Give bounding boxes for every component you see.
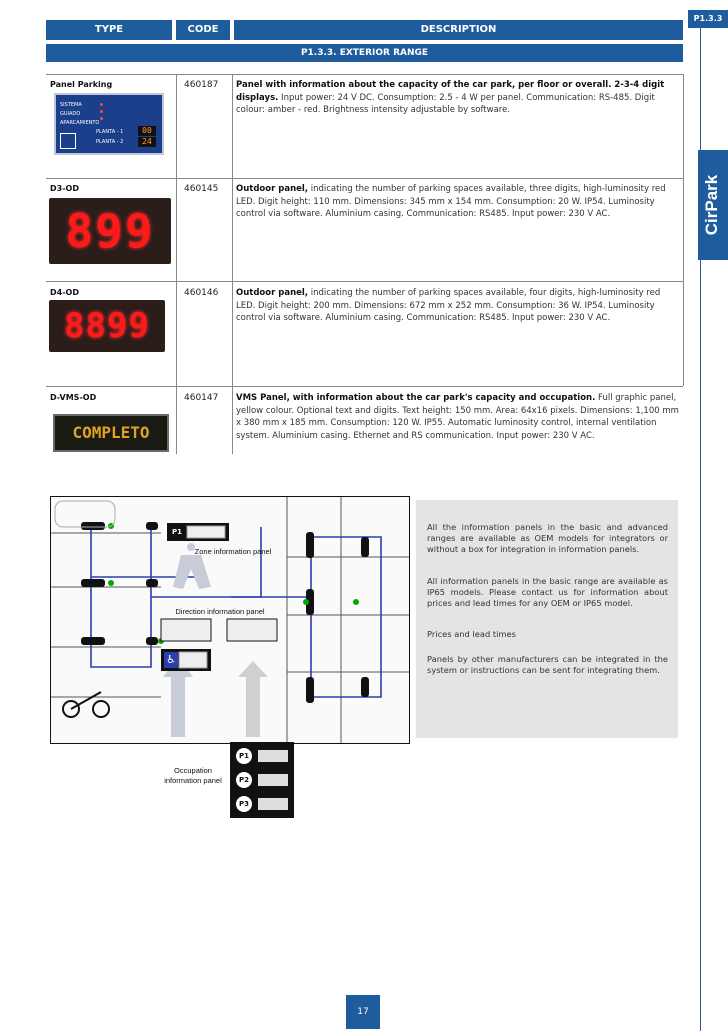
product-description bbox=[236, 79, 680, 117]
occupation-panel-label: Occupation information panel bbox=[164, 766, 222, 785]
product-description bbox=[236, 287, 680, 325]
product-type: D-VMS-OD bbox=[50, 393, 97, 402]
floor-label: PLANTA - 2 bbox=[96, 139, 124, 145]
header-code: CODE bbox=[176, 20, 230, 40]
d3-od-panel-image bbox=[49, 198, 171, 264]
info-paragraph: All information panels in the basic range are available as IP65 models. Please contact us for information about prices and lead times for any OEM or IP65 model. bbox=[427, 576, 668, 608]
occupation-badge: P1 bbox=[236, 748, 252, 764]
vms-panel-image bbox=[53, 414, 169, 452]
occupation-counter bbox=[258, 798, 288, 810]
description-body: Full graphic panel, yellow colour. Optional text and digits. Text height: 150 mm. Area: 64x16 pixels. Dimensions: 1,100 mm x 380 mm x 185 mm. Consumption: 120 W. IP55. Automatic luminosity control, internal ventilation system. Aluminium casing. Ethernet and RS communication. Input power: 230 V AC. bbox=[236, 393, 679, 441]
description-body: Input power: 24 V DC. Consumption: 2.5 - 4 W per panel. Communication: RS-485. Digit colour: amber - red. Brightness intensity adjustable by software. bbox=[236, 92, 655, 115]
product-type: D3-OD bbox=[50, 184, 79, 193]
row-divider bbox=[46, 178, 683, 179]
floor-counter: 24 bbox=[138, 137, 156, 147]
description-body: indicating the number of parking spaces available, three digits, high-luminosity red LED. Digit height: 110 mm. Dimensions: 345 mm x 154 mm. Consumption: 20 W. IP54. Luminosity control via software. Aluminium casing. Communication: RS485. Input power: 230 V AC. bbox=[236, 184, 666, 219]
direction-panel-label: Direction information panel bbox=[175, 607, 265, 616]
product-code: 460145 bbox=[184, 184, 219, 194]
panel-brand-text bbox=[60, 101, 99, 128]
product-code: 460187 bbox=[184, 80, 219, 90]
panel-parking-image bbox=[54, 93, 164, 155]
panel-text-line: APARCAMIENTO bbox=[60, 120, 100, 126]
occupation-panel-image bbox=[230, 742, 294, 818]
panel-text-line: SISTEMA bbox=[60, 102, 82, 108]
description-body: indicating the number of parking spaces available, four digits, high-luminosity red LED. Digit height: 200 mm. Dimensions: 672 mm x 252 mm. Consumption: 36 W. IP54. Luminosity control via software. Aluminium casing. Communication: RS485. Input power: 230 V AC. bbox=[236, 288, 661, 323]
info-paragraph: Prices and lead times bbox=[427, 629, 516, 639]
product-code: 460146 bbox=[184, 288, 219, 298]
description-lead: Panel with information about the capacity of the car park, per floor or overall. 2-3-4 digit displays. bbox=[236, 80, 665, 103]
header-description: DESCRIPTION bbox=[234, 20, 683, 40]
indicator-dot-icon bbox=[100, 103, 103, 106]
column-divider bbox=[232, 74, 233, 454]
parking-layout-diagram bbox=[50, 496, 410, 744]
info-paragraph: Panels by other manufacturers can be integrated in the system or instructions can be sent for integrating them. bbox=[427, 654, 668, 675]
description-lead: Outdoor panel, bbox=[236, 288, 309, 298]
brand-label: CirPark bbox=[702, 174, 721, 236]
product-type: D4-OD bbox=[50, 288, 79, 297]
zone-panel-badge: P1 bbox=[171, 528, 182, 536]
column-divider bbox=[176, 74, 177, 454]
occupation-badge: P2 bbox=[236, 772, 252, 788]
info-paragraph: All the information panels in the basic and advanced ranges are available as OEM models for integrators or without a box for integration in information panels. bbox=[427, 522, 668, 554]
row-divider bbox=[46, 281, 683, 282]
led-display: 899 bbox=[65, 204, 155, 258]
occupation-counter bbox=[258, 774, 288, 786]
product-description bbox=[236, 392, 680, 442]
page-number: 17 bbox=[346, 995, 380, 1029]
logo-icon bbox=[60, 133, 76, 149]
description-lead: Outdoor panel, bbox=[236, 184, 309, 194]
description-lead: VMS Panel, with information about the car park's capacity and occupation. bbox=[236, 393, 596, 403]
product-code: 460147 bbox=[184, 393, 219, 403]
column-divider bbox=[683, 74, 684, 386]
d4-od-panel-image bbox=[49, 300, 165, 352]
vms-display: COMPLETO bbox=[72, 423, 150, 442]
product-type: Panel Parking bbox=[50, 80, 113, 89]
header-type: TYPE bbox=[46, 20, 172, 40]
indicator-dot-icon bbox=[100, 117, 103, 120]
led-display: 8899 bbox=[64, 306, 150, 346]
occupation-badge: P3 bbox=[236, 796, 252, 812]
indicator-dot-icon bbox=[100, 110, 103, 113]
wheelchair-icon: ♿ bbox=[166, 653, 176, 666]
floor-label: PLANTA - 1 bbox=[96, 129, 124, 135]
panel-text-line: GUIADO bbox=[60, 111, 81, 117]
floor-counter: 00 bbox=[138, 126, 156, 136]
zone-panel-label: Zone information panel bbox=[194, 547, 272, 556]
row-divider bbox=[46, 74, 683, 75]
product-description bbox=[236, 183, 680, 221]
section-subheader: P1.3.3. EXTERIOR RANGE bbox=[46, 44, 683, 62]
section-code-tab: P1.3.3 bbox=[688, 10, 728, 28]
occupation-counter bbox=[258, 750, 288, 762]
row-divider bbox=[46, 386, 683, 387]
diagram-graphics bbox=[51, 497, 409, 743]
